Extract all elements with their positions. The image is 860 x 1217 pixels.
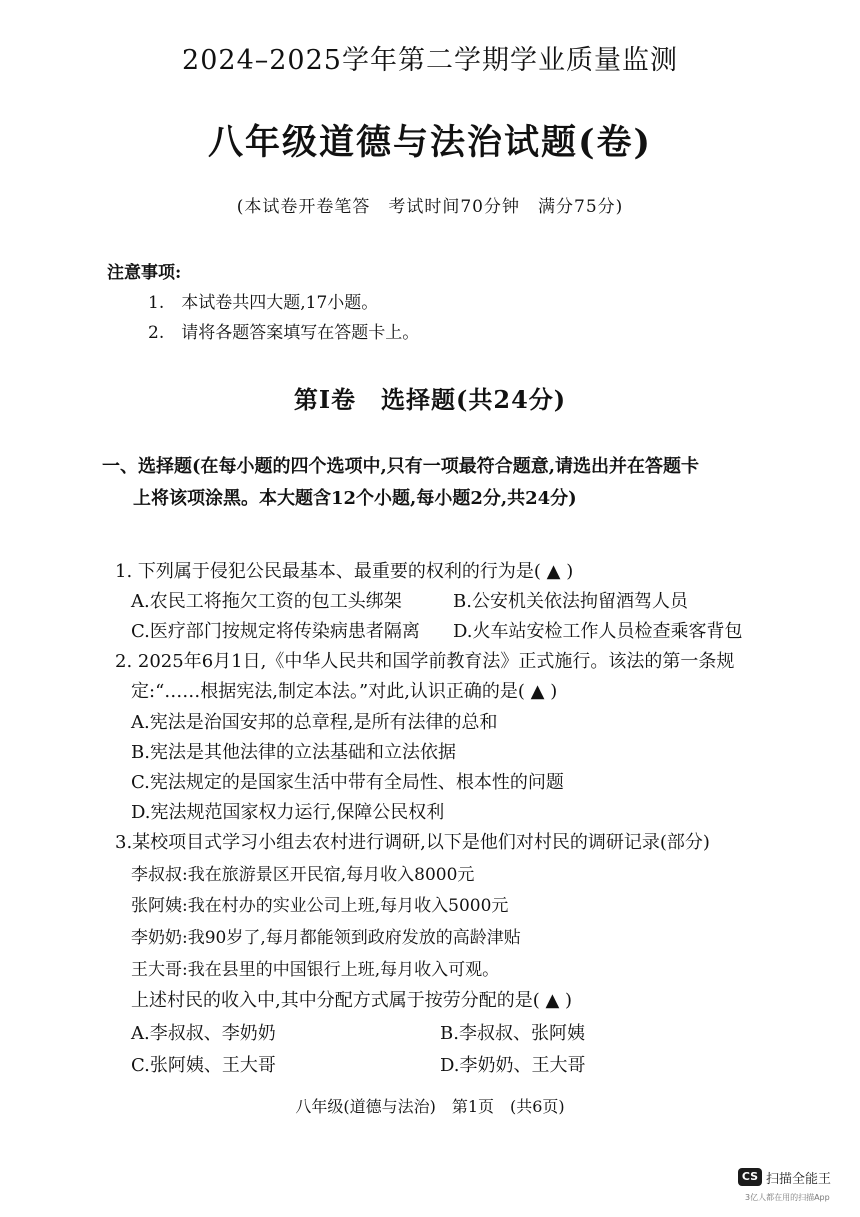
- question-2-stem-line2: 定:“……根据宪法,制定本法。”对此,认识正确的是( ▲ ): [131, 681, 558, 702]
- question-2-option-a: A.宪法是治国安邦的总章程,是所有法律的总和: [131, 712, 498, 733]
- notice-heading: 注意事项:: [107, 263, 182, 283]
- question-2-option-d: D.宪法规范国家权力运行,保障公民权利: [131, 802, 445, 823]
- page-footer: 八年级(道德与法治) 第1页 (共6页): [295, 1097, 565, 1116]
- instructions-line1: 一、选择题(在每小题的四个选项中,只有一项最符合题意,请选出并在答题卡: [102, 456, 700, 477]
- interview-record: 李奶奶:我90岁了,每月都能领到政府发放的高龄津贴: [131, 928, 521, 948]
- question-1-stem: 1. 下列属于侵犯公民最基本、最重要的权利的行为是( ▲ ): [115, 561, 574, 582]
- notice-item: 1. 本试卷共四大题,17小题。: [148, 293, 379, 313]
- interview-record: 王大哥:我在县里的中国银行上班,每月收入可观。: [131, 960, 500, 980]
- question-3-option-d: D.李奶奶、王大哥: [440, 1055, 586, 1076]
- question-3-option-c: C.张阿姨、王大哥: [131, 1055, 276, 1076]
- interview-record: 张阿姨:我在村办的实业公司上班,每月收入5000元: [131, 896, 509, 916]
- question-3-option-b: B.李叔叔、张阿姨: [440, 1023, 585, 1044]
- notice-item: 2. 请将各题答案填写在答题卡上。: [148, 323, 420, 343]
- exam-title-line2: 八年级道德与法治试题(卷): [207, 122, 653, 163]
- question-3-stem: 3.某校项目式学习小组去农村进行调研,以下是他们对村民的调研记录(部分): [115, 832, 710, 853]
- scanner-logo-icon: CS: [738, 1168, 762, 1186]
- scanner-tagline: 3亿人都在用的扫描App: [745, 1193, 830, 1202]
- question-1-option-a: A.农民工将拖欠工资的包工头绑架: [131, 591, 402, 612]
- question-2-option-b: B.宪法是其他法律的立法基础和立法依据: [131, 742, 456, 763]
- exam-title-line1: 2024–2025学年第二学期学业质量监测: [182, 45, 678, 76]
- question-3-option-a: A.李叔叔、李奶奶: [131, 1023, 276, 1044]
- section-title: 第Ⅰ卷 选择题(共24分): [293, 385, 567, 414]
- question-3-prompt: 上述村民的收入中,其中分配方式属于按劳分配的是( ▲ ): [131, 990, 573, 1011]
- question-1-option-b: B.公安机关依法拘留酒驾人员: [453, 591, 688, 612]
- scanner-app-name: 扫描全能王: [766, 1172, 832, 1187]
- question-2-stem-line1: 2. 2025年6月1日,《中华人民共和国学前教育法》正式施行。该法的第一条规: [115, 651, 735, 672]
- interview-record: 李叔叔:我在旅游景区开民宿,每月收入8000元: [131, 865, 475, 885]
- question-2-option-c: C.宪法规定的是国家生活中带有全局性、根本性的问题: [131, 772, 564, 793]
- instructions-line2: 上将该项涂黑。本大题含12个小题,每小题2分,共24分): [133, 488, 577, 509]
- question-1-option-c: C.医疗部门按规定将传染病患者隔离: [131, 621, 420, 642]
- exam-subtitle: (本试卷开卷笔答 考试时间70分钟 满分75分): [236, 197, 624, 217]
- question-1-option-d: D.火车站安检工作人员检查乘客背包: [453, 621, 743, 642]
